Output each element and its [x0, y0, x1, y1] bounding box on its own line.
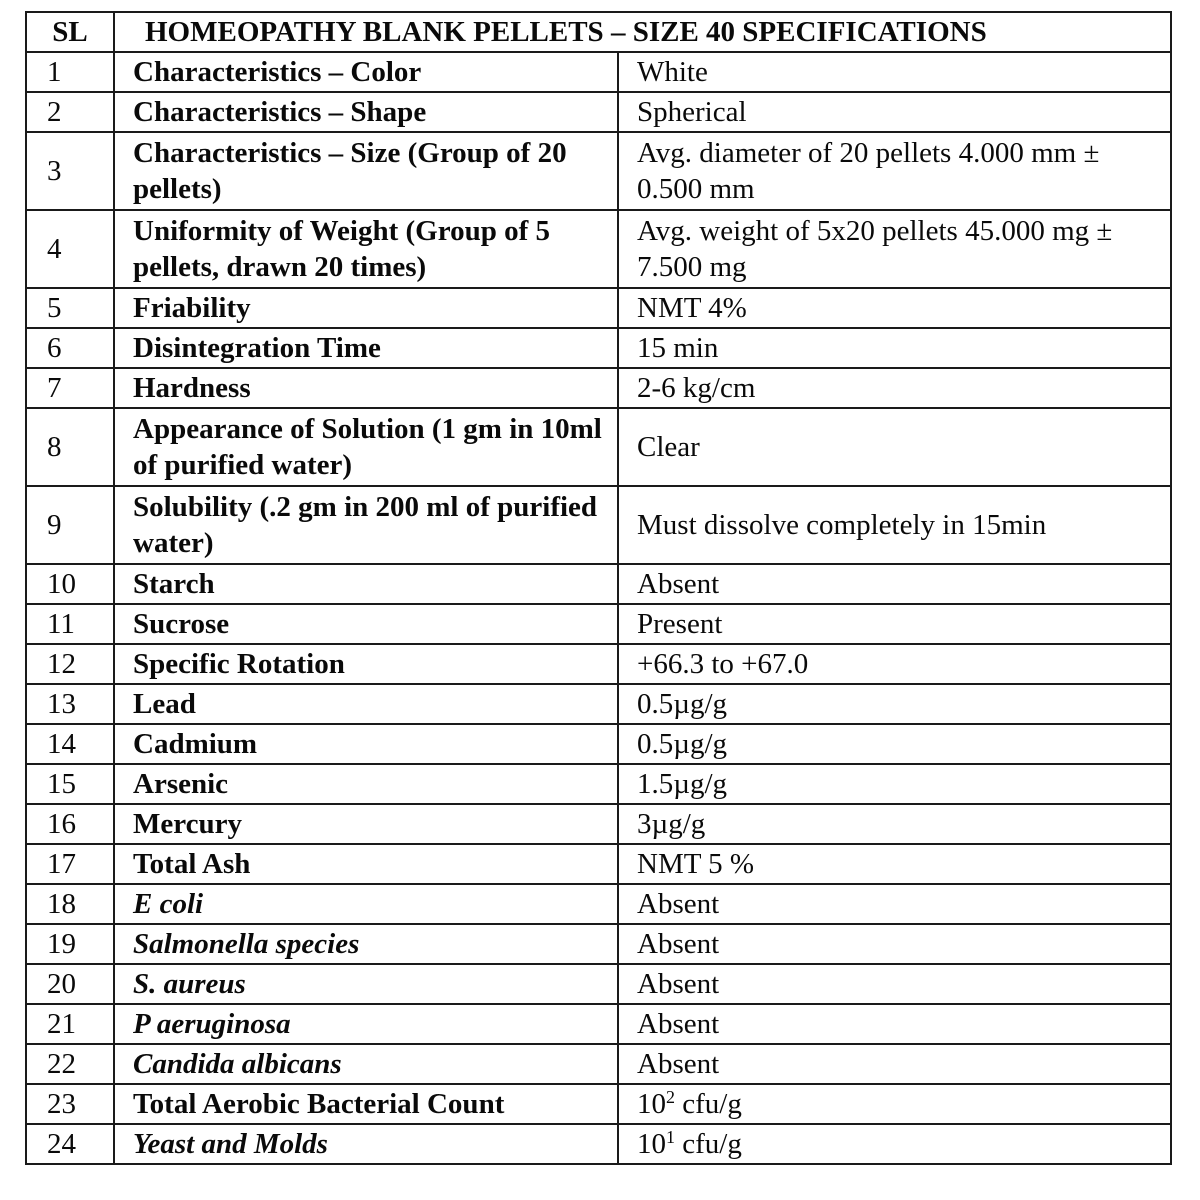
table-row [26, 884, 1171, 924]
row-sl-number: 20 [26, 964, 114, 1004]
row-parameter: Solubility (.2 gm in 200 ml of purified water) [114, 486, 618, 564]
table-body [26, 52, 1171, 1164]
table-row [26, 844, 1171, 884]
row-value: Absent [618, 1044, 1171, 1084]
row-value: Absent [618, 924, 1171, 964]
row-value: 0.5µg/g [618, 684, 1171, 724]
row-parameter: E coli [114, 884, 618, 924]
row-sl-number: 4 [26, 210, 114, 288]
row-value [618, 1124, 1171, 1164]
table-row [26, 210, 1171, 288]
table-row [26, 1044, 1171, 1084]
row-sl-number: 8 [26, 408, 114, 486]
row-parameter: Specific Rotation [114, 644, 618, 684]
row-value: NMT 5 % [618, 844, 1171, 884]
row-value: NMT 4% [618, 288, 1171, 328]
table-row [26, 408, 1171, 486]
row-sl-number: 15 [26, 764, 114, 804]
table-title: HOMEOPATHY BLANK PELLETS – SIZE 40 SPECIFICATIONS [114, 12, 1171, 52]
row-sl-number: 19 [26, 924, 114, 964]
row-parameter: Candida albicans [114, 1044, 618, 1084]
row-value: Absent [618, 564, 1171, 604]
row-parameter: Sucrose [114, 604, 618, 644]
row-sl-number: 13 [26, 684, 114, 724]
row-sl-number: 6 [26, 328, 114, 368]
row-parameter: Arsenic [114, 764, 618, 804]
row-sl-number: 12 [26, 644, 114, 684]
row-parameter: Appearance of Solution (1 gm in 10ml of purified water) [114, 408, 618, 486]
row-sl-number: 22 [26, 1044, 114, 1084]
row-parameter: Yeast and Molds [114, 1124, 618, 1164]
row-sl-number: 10 [26, 564, 114, 604]
table-row [26, 564, 1171, 604]
row-sl-number: 21 [26, 1004, 114, 1044]
table-row [26, 964, 1171, 1004]
row-sl-number: 14 [26, 724, 114, 764]
table-row [26, 288, 1171, 328]
row-parameter: Hardness [114, 368, 618, 408]
table-row [26, 764, 1171, 804]
table-row [26, 604, 1171, 644]
row-value: Clear [618, 408, 1171, 486]
row-parameter: Mercury [114, 804, 618, 844]
table-row [26, 804, 1171, 844]
value-exponent: 2 [666, 1087, 675, 1107]
table-row [26, 684, 1171, 724]
table-row [26, 1084, 1171, 1124]
value-base: 10 [637, 1128, 666, 1160]
sl-column-header: SL [26, 12, 114, 52]
row-sl-number: 7 [26, 368, 114, 408]
row-value [618, 1084, 1171, 1124]
row-value: Must dissolve completely in 15min [618, 486, 1171, 564]
row-value: +66.3 to +67.0 [618, 644, 1171, 684]
table-row [26, 92, 1171, 132]
table-row [26, 924, 1171, 964]
value-unit: cfu/g [675, 1128, 742, 1160]
table-row [26, 328, 1171, 368]
row-value: White [618, 52, 1171, 92]
row-sl-number: 18 [26, 884, 114, 924]
table-row [26, 52, 1171, 92]
row-value: 15 min [618, 328, 1171, 368]
row-sl-number: 24 [26, 1124, 114, 1164]
row-value: 0.5µg/g [618, 724, 1171, 764]
table-row [26, 1124, 1171, 1164]
row-parameter: Uniformity of Weight (Group of 5 pellets, drawn 20 times) [114, 210, 618, 288]
row-sl-number: 2 [26, 92, 114, 132]
row-parameter: Friability [114, 288, 618, 328]
row-value: Avg. weight of 5x20 pellets 45.000 mg ± 7.500 mg [618, 210, 1171, 288]
row-value: 3µg/g [618, 804, 1171, 844]
row-parameter: Lead [114, 684, 618, 724]
value-unit: cfu/g [675, 1088, 742, 1120]
row-parameter: P aeruginosa [114, 1004, 618, 1044]
row-value: Absent [618, 1004, 1171, 1044]
row-sl-number: 23 [26, 1084, 114, 1124]
value-exponent: 1 [666, 1127, 675, 1147]
row-value: Absent [618, 884, 1171, 924]
row-sl-number: 3 [26, 132, 114, 210]
table-row [26, 724, 1171, 764]
row-parameter: Characteristics – Color [114, 52, 618, 92]
row-sl-number: 11 [26, 604, 114, 644]
table-row [26, 644, 1171, 684]
row-sl-number: 5 [26, 288, 114, 328]
row-sl-number: 17 [26, 844, 114, 884]
row-value: 2-6 kg/cm [618, 368, 1171, 408]
row-sl-number: 1 [26, 52, 114, 92]
value-base: 10 [637, 1088, 666, 1120]
row-value: Spherical [618, 92, 1171, 132]
table-row [26, 368, 1171, 408]
row-parameter: Total Aerobic Bacterial Count [114, 1084, 618, 1124]
specifications-table [25, 11, 1172, 1165]
row-parameter: Starch [114, 564, 618, 604]
row-value: Present [618, 604, 1171, 644]
row-parameter: Characteristics – Size (Group of 20 pellets) [114, 132, 618, 210]
row-sl-number: 16 [26, 804, 114, 844]
row-value: Avg. diameter of 20 pellets 4.000 mm ± 0.500 mm [618, 132, 1171, 210]
row-parameter: Disintegration Time [114, 328, 618, 368]
row-parameter: Salmonella species [114, 924, 618, 964]
row-parameter: S. aureus [114, 964, 618, 1004]
table-row [26, 132, 1171, 210]
row-value: 1.5µg/g [618, 764, 1171, 804]
table-row [26, 1004, 1171, 1044]
row-value: Absent [618, 964, 1171, 1004]
row-parameter: Cadmium [114, 724, 618, 764]
row-sl-number: 9 [26, 486, 114, 564]
row-parameter: Characteristics – Shape [114, 92, 618, 132]
table-row [26, 486, 1171, 564]
row-parameter: Total Ash [114, 844, 618, 884]
table-header-row [26, 12, 1171, 52]
